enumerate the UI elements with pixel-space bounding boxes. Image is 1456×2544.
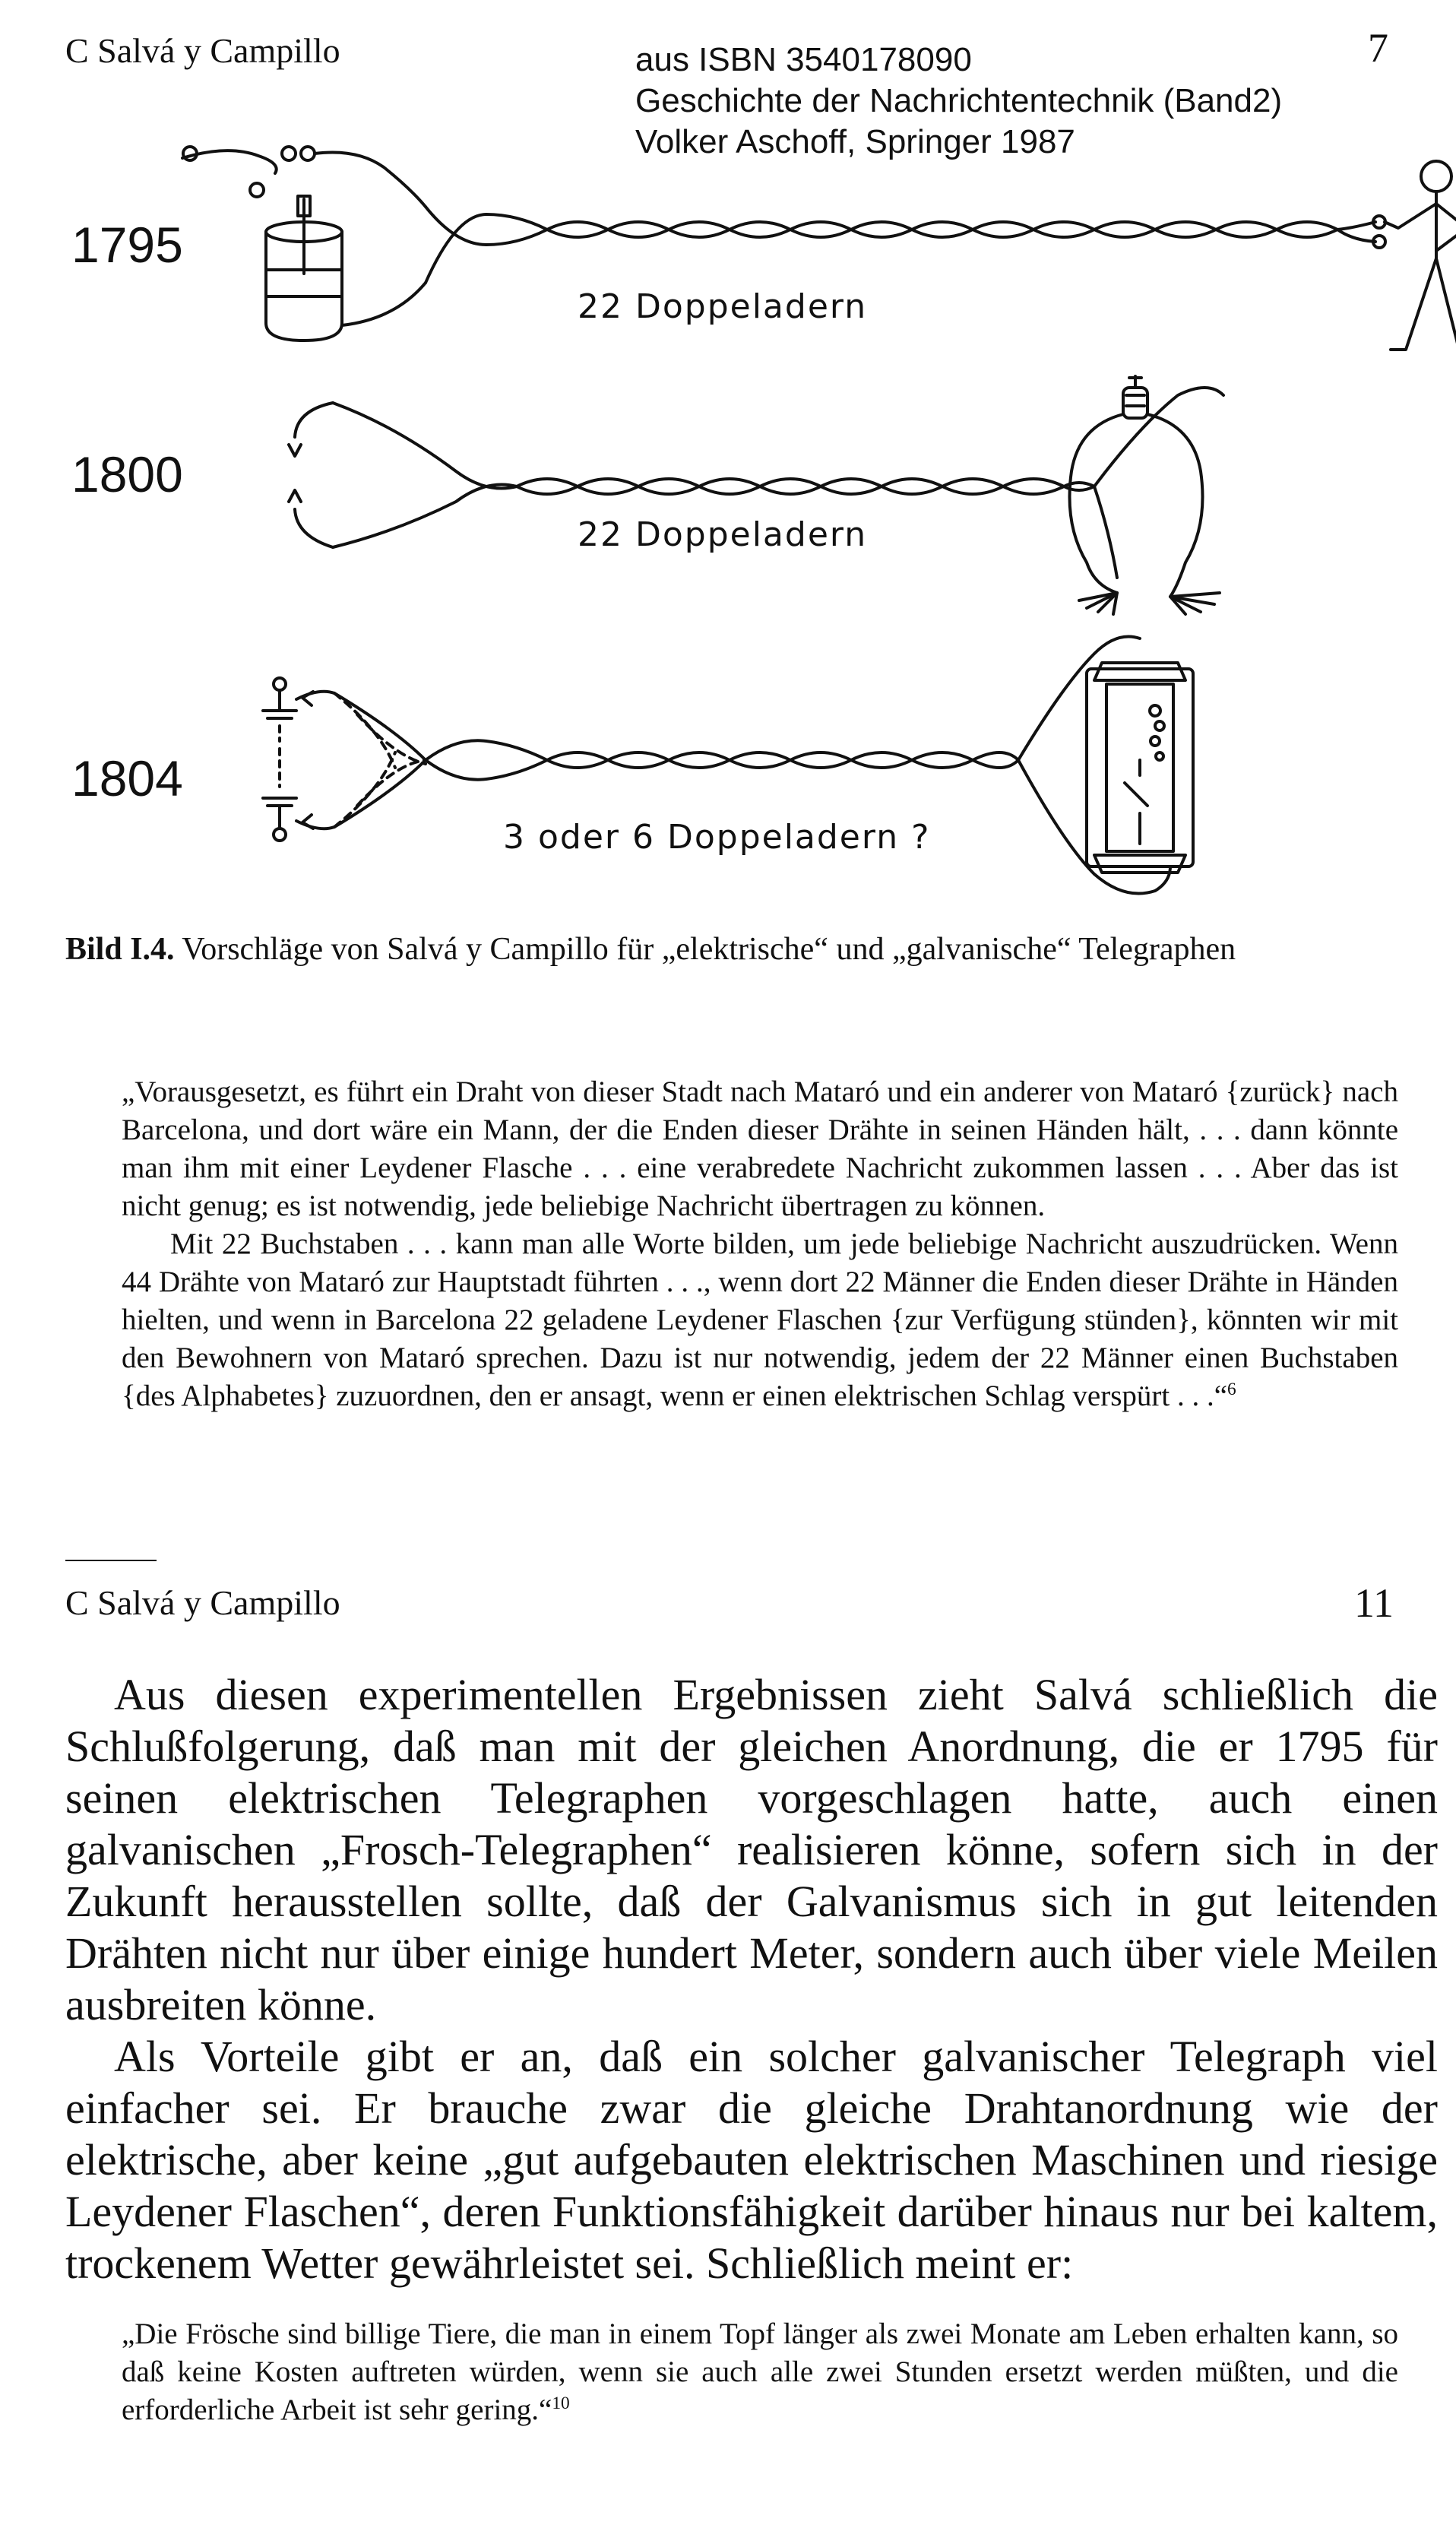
footnote-marker: 6 <box>1227 1380 1236 1399</box>
year-label-1795: 1795 <box>71 217 183 273</box>
year-label-1804: 1804 <box>71 750 183 806</box>
wire-pair-1795-a <box>426 207 1337 245</box>
quotation-frogs <box>122 2315 1398 2429</box>
selector-leads-icon <box>296 692 426 828</box>
body-paragraph-1: Aus diesen experimentellen Ergebnissen zieht Salvá schließlich die Schlußfolgerung, daß man mit der gleichen Anordnung, die er 1795 für seinen elektrischen Telegraphen vorgeschlagen hatte, auch einen galvanischen „Frosch-Telegraphen“ realisieren könne, sofern sich in der Zukunft herausstellen sollte, daß der Galvanismus sich in gut leitenden Drähten nicht nur über einige hundert Meter, sondern auch über viele Meilen ausbreiten könne. <box>65 1670 1438 2029</box>
body-paragraph-2: Als Vorteile gibt er an, daß ein solcher galvanischer Telegraph viel einfacher sei. Er brauche zwar die gleiche Drahtanordnung wie der elektrische, aber keine „gut aufgebauten elektrischen Maschinen und riesige Leydener Flaschen“, deren Funktionsfähigkeit darüber hinaus nur bei kaltem, trockenem Wetter gewährleistet sei. Schließlich meint er: <box>65 2032 1438 2288</box>
wire-label-1804: 3 oder 6 Doppeladern ? <box>503 818 931 857</box>
running-head-bottom: C Salvá y Campillo <box>65 1583 340 1622</box>
page-separator <box>65 1560 157 1561</box>
running-head-top: C Salvá y Campillo <box>65 31 340 70</box>
frog-icon <box>1070 376 1220 614</box>
quote-frogs-text: „Die Frösche sind billige Tiere, die man in einem Topf länger als zwei Monate am Leben erhalten kann, so daß keine Kosten auftreten würden, wenn sie auch alle zwei Stunden ersetzt werden müßten, und die erforderliche Arbeit ist sehr gering.“$^{10}$ <box>122 2317 1398 2426</box>
source-author: Volker Aschoff, Springer 1987 <box>635 123 1075 160</box>
footnote-marker-10: 10 <box>552 2394 570 2413</box>
page-number-bottom: 11 <box>1354 1580 1394 1626</box>
figure-caption <box>65 929 1418 970</box>
quote-paragraph-2: Mit 22 Buchstaben . . . kann man alle Worte bilden, um jede beliebige Nachricht auszudrücken. Wenn 44 Drähte von Mataró zur Hauptstadt führten . . ., wenn dort 22 Männer die Enden dieser Drähte in Händen hielten, und wenn in Barcelona 22 geladene Leydener Flaschen {zur Verfügung stünden}, könnten wir mit den Bewohnern von Mataró sprechen. Dazu ist nur notwendig, jedem der 22 Männer einen Buchstaben {des Alphabetes} zuzuordnen, den er ansagt, wenn er einen elektrischen Schlag verspürt . . .“$^6$ <box>122 1228 1398 1412</box>
wire-label-1795: 22 Doppeladern <box>578 287 868 326</box>
telegraph-figure <box>0 0 1456 943</box>
source-isbn: aus ISBN 3540178090 <box>635 41 972 78</box>
source-title: Geschichte der Nachrichtentechnik (Band2) <box>635 82 1283 119</box>
wire-pair-1804-b <box>334 740 1018 827</box>
leyden-jar-icon <box>266 196 342 341</box>
battery-column-icon <box>263 678 296 841</box>
wire-pair-1804-a <box>334 693 1018 780</box>
wire-ends-1800-icon <box>289 403 333 547</box>
body-text <box>65 1669 1438 2289</box>
electrolyte-tube-icon <box>1087 663 1193 873</box>
wire-label-1800: 22 Doppeladern <box>578 515 868 554</box>
quote-paragraph-1: „Vorausgesetzt, es führt ein Draht von dieser Stadt nach Mataró und ein anderer von Mataró {zurück} nach Barcelona, und dort wäre ein Mann, der die Enden dieser Drähte in seinen Händen hält, . . . dann könnte man ihm mit einer Leydener Flasche . . . eine verabredete Nachricht zukommen lassen . . . Aber das ist nicht genug; es ist notwendig, jede beliebige Nachricht übertragen zu können. <box>122 1076 1398 1222</box>
caption-text: Vorschläge von Salvá y Campillo für „elektrische“ und „galvanische“ Telegraphen <box>174 932 1236 967</box>
year-label-1800: 1800 <box>71 446 183 502</box>
page-number-top: 7 <box>1368 25 1388 71</box>
caption-label: Bild I.4. <box>65 932 175 967</box>
quotation-salva <box>122 1073 1398 1415</box>
man-figure-icon <box>1337 161 1456 350</box>
